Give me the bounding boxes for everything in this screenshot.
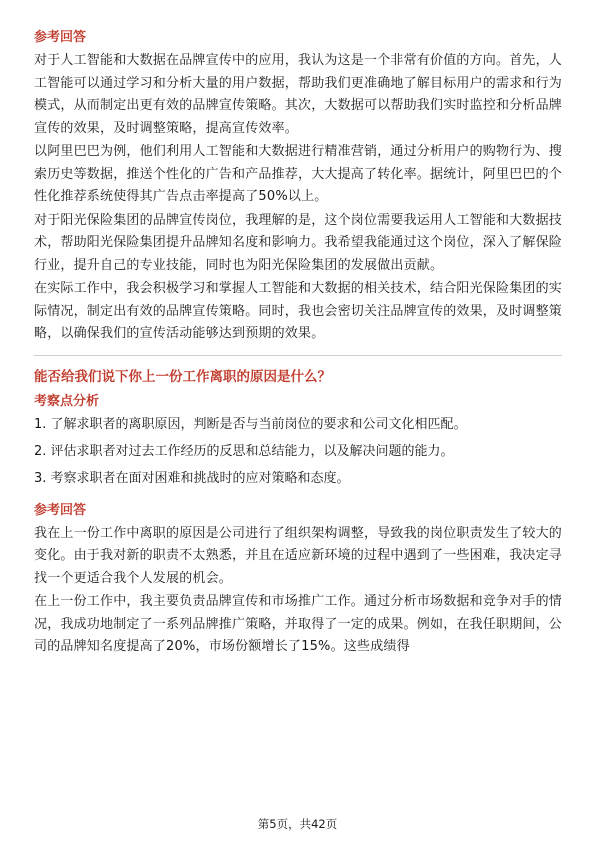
answer-paragraph: 对于人工智能和大数据在品牌宣传中的应用，我认为这是一个非常有价值的方向。首先，人工智能可以通过学习和分析大量的用户数据，帮助我们更准确地了解目标用户的需求和行为模式，从而制定出更有效的品牌宣传策略。其次，大数据可以帮助我们实时监控和分析品牌宣传的效果，及时调整策略，提高宣传效率。 [34,53,563,136]
analysis-label: 考察点分析 [34,393,100,409]
answer-label: 参考回答 [34,502,87,518]
question-heading: 能否给我们说下你上一份工作离职的原因是什么？ [34,368,331,385]
answer-paragraph: 我在上一份工作中离职的原因是公司进行了组织架构调整，导致我的岗位职责发生了较大的变化。由于我对新的职责不太熟悉，并且在适应新环境的过程中遇到了一些困难，我决定寻找一个更适合我个人发展的机会。 [34,525,563,586]
analysis-item: 2. 评估求职者对过去工作经历的反思和总结能力，以及解决问题的能力。 [34,443,454,459]
analysis-item: 3. 考察求职者在面对困难和挑战时的应对策略和态度。 [34,470,350,486]
answer-paragraph: 在上一份工作中，我主要负责品牌宣传和市场推广工作。通过分析市场数据和竞争对手的情况，我成功地制定了一系列品牌推广策略，并取得了一定的成果。例如，在我任职期间，公司的品牌知名度提高了20%，市场份额增长了15%。这些成绩得 [34,594,563,654]
answer-paragraph: 在实际工作中，我会积极学习和掌握人工智能和大数据的相关技术，结合阳光保险集团的实际情况，制定出有效的品牌宣传策略。同时，我也会密切关注品牌宣传的效果，及时调整策略，以确保我们的宣传活动能够达到预期的效果。 [34,281,563,341]
analysis-item: 1. 了解求职者的离职原因，判断是否与当前岗位的要求和公司文化相匹配。 [34,416,467,432]
answer-label: 参考回答 [34,30,87,45]
answer-paragraph: 对于阳光保险集团的品牌宣传岗位，我理解的是，这个岗位需要我运用人工智能和大数据技术，帮助阳光保险集团提升品牌知名度和影响力。我希望我能通过这个岗位，深入了解保险行业，提升自己的专业技能，同时也为阳光保险集团的发展做出贡献。 [34,212,563,273]
answer-paragraph: 以阿里巴巴为例，他们利用人工智能和大数据进行精准营销，通过分析用户的购物行为、搜索历史等数据，推送个性化的广告和产品推荐，大大提高了转化率。据统计，阿里巴巴的个性化推荐系统使得其广告点击率提高了50%以上。 [34,144,563,204]
section-divider [34,355,562,356]
page-number: 第5页，共42页 [257,817,338,831]
document-page [34,28,562,660]
